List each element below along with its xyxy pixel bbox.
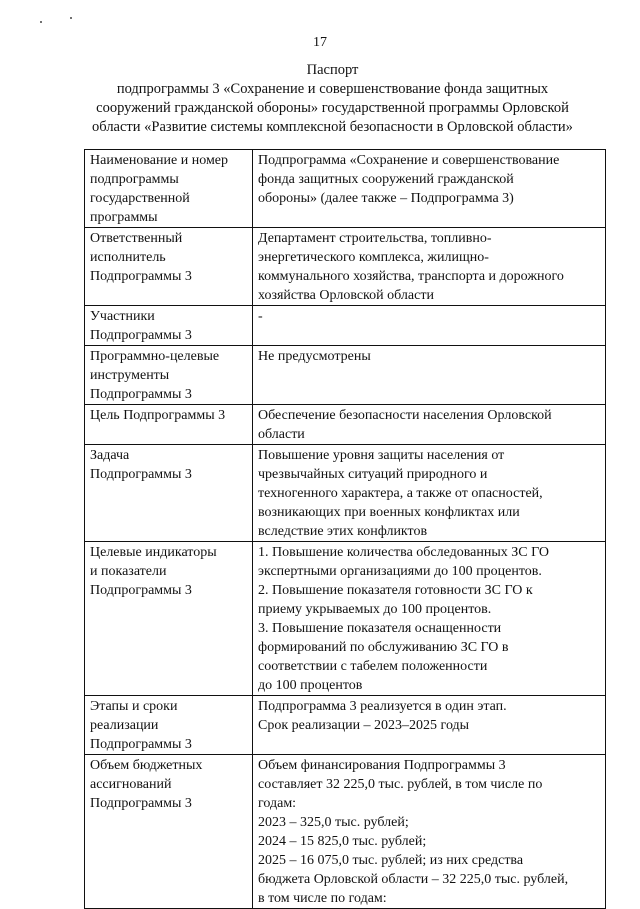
row-value-line: годам: — [258, 796, 297, 811]
title-line: области «Развитие системы комплексной безопасности в Орловской области» — [92, 119, 573, 135]
row-label-line: Подпрограммы 3 — [90, 269, 192, 284]
row-label-line: Ответственный — [90, 231, 183, 246]
row-label-line: Программно-целевые — [90, 349, 220, 364]
row-label-line: Подпрограммы 3 — [90, 328, 192, 343]
row-value-line: хозяйства Орловской области — [258, 288, 434, 303]
row-label-cell — [85, 542, 253, 696]
row-label-line: Наименование и номер — [90, 153, 229, 168]
passport-row — [85, 542, 606, 696]
row-label-line: государственной — [90, 191, 190, 206]
row-value-line: экспертными организациями до 100 процентов. — [258, 564, 542, 579]
row-value-cell — [253, 150, 606, 228]
row-label-line: инструменты — [90, 368, 170, 383]
row-value-line: техногенного характера, а также от опасностей, — [258, 486, 543, 501]
title-line: подпрограммы 3 «Сохранение и совершенствование фонда защитных — [116, 81, 549, 97]
row-value-line: возникающих при военных конфликтах или — [258, 505, 520, 520]
passport-row — [85, 228, 606, 306]
row-label-line: Цель Подпрограммы 3 — [90, 408, 226, 423]
row-value-line: вследствие этих конфликтов — [258, 524, 428, 539]
row-value-line: формирований по обслуживанию ЗС ГО в — [258, 640, 509, 655]
row-value-cell — [253, 445, 606, 542]
row-value-line: Объем финансирования Подпрограммы 3 — [258, 758, 506, 773]
document-title — [70, 61, 595, 137]
row-label-cell — [85, 228, 253, 306]
row-value-line: Повышение уровня защиты населения от — [258, 448, 505, 463]
row-value-line: составляет 32 225,0 тыс. рублей, в том числе по — [258, 777, 543, 792]
passport-row — [85, 755, 606, 909]
row-label-line: Подпрограммы 3 — [90, 583, 192, 598]
title-line: сооружений гражданской обороны» государственной программы Орловской — [96, 100, 569, 116]
row-value-line: бюджета Орловской области – 32 225,0 тыс. рублей, — [258, 872, 569, 887]
row-label-line: реализации — [90, 718, 159, 733]
row-label-line: Подпрограммы 3 — [90, 796, 192, 811]
row-value-line: 2025 – 16 075,0 тыс. рублей; из них средства — [258, 853, 524, 868]
row-label-line: Задача — [90, 448, 130, 463]
row-label-line: Целевые индикаторы — [90, 545, 217, 560]
row-label-cell — [85, 696, 253, 755]
passport-row — [85, 405, 606, 445]
row-value-line: Срок реализации – 2023–2025 годы — [258, 718, 470, 733]
row-value-line: обороны» (далее также – Подпрограмма 3) — [258, 191, 514, 206]
row-value-line: Не предусмотрены — [258, 349, 371, 364]
row-value-line: Подпрограмма «Сохранение и совершенствование — [258, 153, 560, 168]
row-value-line: 1. Повышение количества обследованных ЗС ГО — [258, 545, 549, 560]
page-number: 17 — [313, 35, 327, 50]
row-label-line: исполнитель — [90, 250, 166, 265]
passport-table — [84, 149, 606, 909]
row-value-cell — [253, 755, 606, 909]
row-label-cell — [85, 445, 253, 542]
row-value-line: фонда защитных сооружений гражданской — [258, 172, 514, 187]
row-value-line: 2024 – 15 825,0 тыс. рублей; — [258, 834, 427, 849]
row-label-line: программы — [90, 210, 158, 225]
row-value-cell — [253, 405, 606, 445]
row-value-line: Обеспечение безопасности населения Орловской — [258, 408, 552, 423]
row-label-line: Участники — [90, 309, 155, 324]
title-heading: Паспорт — [306, 62, 359, 78]
passport-row — [85, 696, 606, 755]
row-value-line: чрезвычайных ситуаций природного и — [258, 467, 488, 482]
row-value-line: приему укрываемых до 100 процентов. — [258, 602, 492, 617]
row-label-line: Объем бюджетных — [90, 758, 203, 773]
row-value-line: 2. Повышение показателя готовности ЗС ГО к — [258, 583, 533, 598]
row-value-line: коммунального хозяйства, транспорта и дорожного — [258, 269, 564, 284]
row-label-line: Этапы и сроки — [90, 699, 178, 714]
row-value-line: 3. Повышение показателя оснащенности — [258, 621, 502, 636]
row-label-cell — [85, 306, 253, 346]
row-value-cell — [253, 696, 606, 755]
row-value-line: энергетического комплекса, жилищно- — [258, 250, 489, 265]
row-label-line: ассигнований — [90, 777, 172, 792]
row-label-cell — [85, 150, 253, 228]
row-value-line: Подпрограмма 3 реализуется в один этап. — [258, 699, 507, 714]
row-label-cell — [85, 755, 253, 909]
passport-row — [85, 306, 606, 346]
row-label-line: Подпрограммы 3 — [90, 387, 192, 402]
scan-speck — [70, 17, 72, 19]
row-label-line: Подпрограммы 3 — [90, 467, 192, 482]
passport-row — [85, 445, 606, 542]
row-value-cell — [253, 306, 606, 346]
row-value-line: до 100 процентов — [258, 678, 363, 693]
row-label-cell — [85, 346, 253, 405]
row-label-line: Подпрограммы 3 — [90, 737, 192, 752]
row-label-cell — [85, 405, 253, 445]
passport-row — [85, 346, 606, 405]
row-value-line: в том числе по годам: — [258, 891, 387, 906]
row-value-line: 2023 – 325,0 тыс. рублей; — [258, 815, 409, 830]
row-value-cell — [253, 542, 606, 696]
row-label-line: подпрограммы — [90, 172, 179, 187]
row-label-line: и показатели — [90, 564, 167, 579]
scan-speck — [40, 21, 42, 23]
row-value-cell — [253, 346, 606, 405]
row-value-line: области — [258, 427, 305, 442]
row-value-line: Департамент строительства, топливно- — [258, 231, 492, 246]
row-value-line: соответствии с табелем положенности — [258, 659, 488, 674]
row-value-cell — [253, 228, 606, 306]
passport-row — [85, 150, 606, 228]
row-value-line: - — [258, 309, 263, 324]
